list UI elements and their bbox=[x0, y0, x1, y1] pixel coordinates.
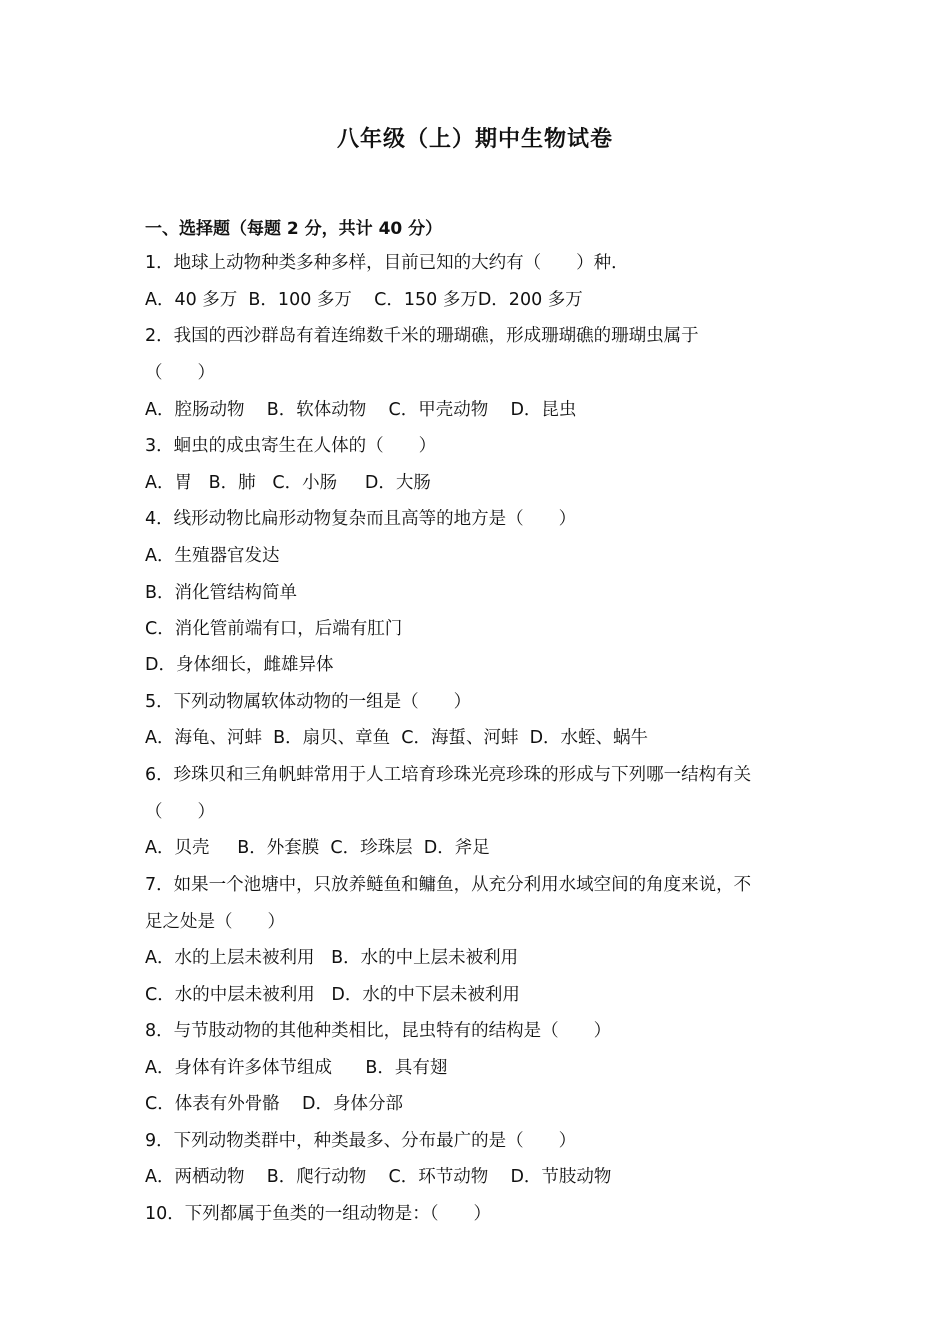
option-line: B．消化管结构简单 bbox=[145, 583, 298, 603]
question-line: （ ） bbox=[145, 802, 215, 822]
option-line: A．胃 B．肺 C．小肠 D．大肠 bbox=[145, 473, 431, 493]
question-line: 3．蛔虫的成虫寄生在人体的（ ） bbox=[145, 436, 437, 456]
question-line: 4．线形动物比扁形动物复杂而且高等的地方是（ ） bbox=[145, 509, 577, 529]
option-line: C．消化管前端有口，后端有肛门 bbox=[145, 619, 403, 639]
option-line: C．水的中层未被利用 D．水的中下层未被利用 bbox=[145, 985, 520, 1005]
question-line: 足之处是（ ） bbox=[145, 912, 285, 932]
question-line: （ ） bbox=[145, 363, 215, 383]
question-line: 6．珍珠贝和三角帆蚌常用于人工培育珍珠光亮珍珠的形成与下列哪一结构有关 bbox=[145, 765, 752, 785]
question-line: 9．下列动物类群中，种类最多、分布最广的是（ ） bbox=[145, 1131, 577, 1151]
page-title: 八年级（上）期中生物试卷 bbox=[336, 127, 613, 152]
option-line: A．身体有许多体节组成 B．具有翅 bbox=[145, 1058, 448, 1078]
option-line: D．身体细长，雌雄异体 bbox=[145, 655, 334, 675]
question-line: 8．与节肢动物的其他种类相比，昆虫特有的结构是（ ） bbox=[145, 1021, 612, 1041]
option-line: A．40 多万 B．100 多万 C．150 多万D．200 多万 bbox=[145, 290, 583, 310]
section-heading: 一、选择题（每题 2 分，共计 40 分） bbox=[145, 219, 443, 239]
option-line: A．生殖器官发达 bbox=[145, 546, 280, 566]
option-line: A．水的上层未被利用 B．水的中上层未被利用 bbox=[145, 948, 519, 968]
question-line: 2．我国的西沙群岛有着连绵数千米的珊瑚礁，形成珊瑚礁的珊瑚虫属于 bbox=[145, 326, 699, 346]
option-line: A．海龟、河蚌 B．扇贝、章鱼 C．海蜇、河蚌 D．水蛭、蜗牛 bbox=[145, 728, 649, 748]
question-line: 5．下列动物属软体动物的一组是（ ） bbox=[145, 692, 472, 712]
option-line: A．腔肠动物 B．软体动物 C．甲壳动物 D．昆虫 bbox=[145, 400, 577, 420]
option-line: C．体表有外骨骼 D．身体分部 bbox=[145, 1094, 403, 1114]
question-line: 10．下列都属于鱼类的一组动物是：（ ） bbox=[145, 1204, 492, 1224]
option-line: A．两栖动物 B．爬行动物 C．环节动物 D．节肢动物 bbox=[145, 1167, 612, 1187]
question-line: 7．如果一个池塘中，只放养鲢鱼和鳙鱼，从充分利用水域空间的角度来说，不 bbox=[145, 875, 752, 895]
option-line: A．贝壳 B．外套膜 C．珍珠层 D．斧足 bbox=[145, 838, 490, 858]
question-line: 1．地球上动物种类多种多样，目前已知的大约有（ ）种． bbox=[145, 253, 629, 273]
